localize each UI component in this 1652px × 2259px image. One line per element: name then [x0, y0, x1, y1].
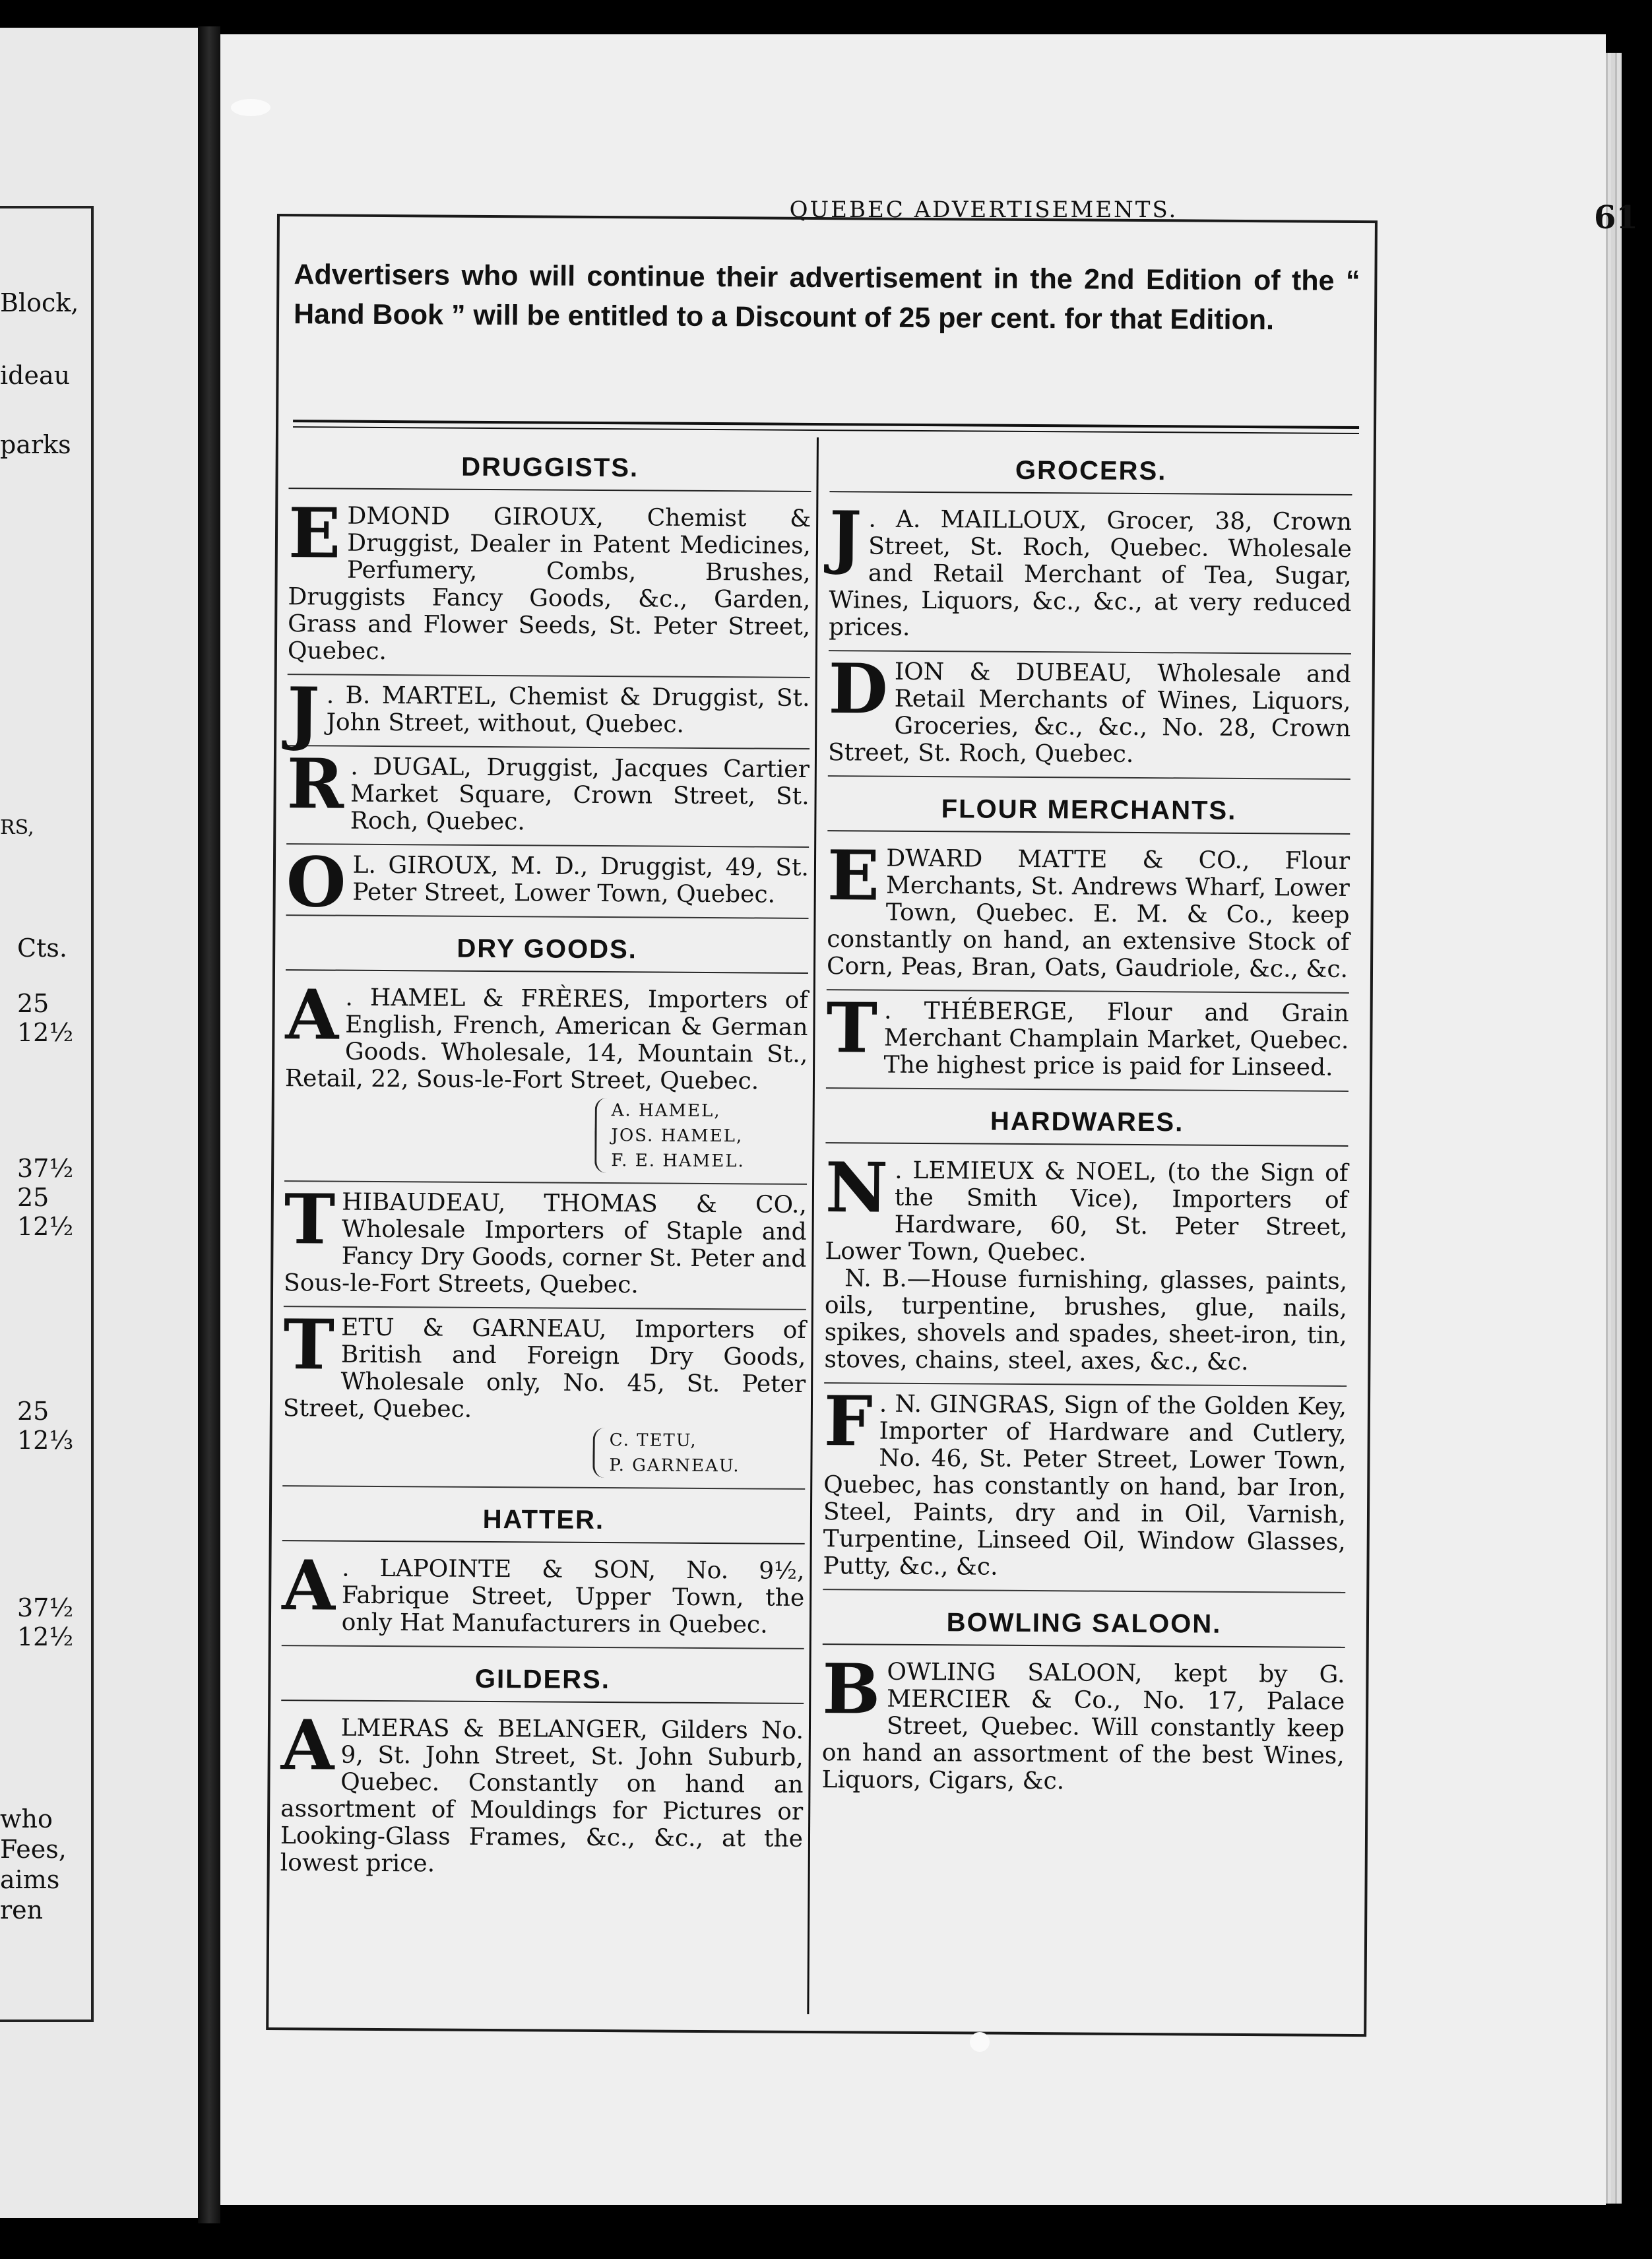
drop-cap: N: [825, 1147, 889, 1228]
advertisement: [827, 648, 1351, 780]
section-heading-gilders: GILDERS.: [281, 1663, 804, 1704]
drop-cap: E: [827, 835, 880, 916]
signatory: F. E. HAMEL.: [611, 1151, 745, 1172]
value: 25: [17, 1183, 49, 1212]
value: 12⅓: [17, 1426, 74, 1455]
drop-cap: F: [823, 1380, 874, 1462]
fragment: Fees,: [0, 1835, 67, 1864]
advertisement: [280, 1704, 804, 1889]
column-label: Cts.: [17, 934, 67, 963]
value: 12½: [17, 1212, 74, 1241]
right-column: [821, 437, 1352, 1806]
value: 37½: [17, 1154, 74, 1183]
drop-cap: R: [286, 743, 344, 825]
section-heading-dry-goods: DRY GOODS.: [286, 933, 808, 974]
ad-text: . A. MAILLOUX, Grocer, 38, Crown Street, St. Roch, Quebec. Wholesale and Retail Merchant of Tea, Sugar, Wines, Liquors, &c., &c., at very reduced prices.: [829, 505, 1352, 641]
value: 25: [17, 1397, 49, 1426]
ad-text: LMERAS & BELANGER, Gilders No. 9, St. John Street, St. John Suburb, Quebec. Constantly on hand an assortment of Mouldings for Pictures or Looking-Glass Frames, &c., &c., at the lowest price.: [280, 1714, 804, 1878]
ad-text: . HAMEL & FRÈRES, Importers of English, French, American & German Goods. Wholesale, 14, Mountain St., Retail, 22, Sous-le-Fort Street, Quebec.: [284, 984, 808, 1095]
ad-text: . LAPOINTE & SON, No. 9½, Fabrique Street, Upper Town, the only Hat Manufacturers in Quebec.: [341, 1554, 805, 1639]
book-gutter: [198, 26, 220, 2223]
scan-speck: [231, 99, 270, 116]
ad-text: DMOND GIROUX, Chemist & Druggist, Dealer in Patent Medicines, Perfumery, Combs, Brushes, Druggists Fancy Goods, &c., Garden, Grass and Flower Seeds, St. Peter Street, Quebec.: [287, 502, 811, 666]
ad-text: HIBAUDEAU, THOMAS & CO., Wholesale Importers of Staple and Fancy Dry Goods, corner St. Peter and Sous-le-Fort Streets, Quebec.: [283, 1188, 807, 1299]
value: 12½: [17, 1622, 74, 1651]
advertisement: [823, 1380, 1347, 1593]
ad-text: DWARD MATTE & CO., Flour Merchants, St. Andrews Wharf, Lower Town, Quebec. E. M. & Co., keep constantly on hand, an extensive Stock of Corn, Peas, Bran, Oats, Gaudriole, &c., &c.: [826, 844, 1350, 983]
advertisement: [284, 974, 808, 1185]
left-column: [280, 434, 811, 1889]
drop-cap: A: [285, 974, 339, 1056]
drop-cap: T: [283, 1304, 335, 1385]
value: 37½: [17, 1593, 74, 1622]
advertisement: [287, 492, 811, 678]
advertisement: [826, 835, 1350, 994]
fragment: Block,: [0, 288, 79, 317]
drop-cap: T: [284, 1178, 336, 1260]
advertisement-box: [266, 214, 1378, 2037]
ad-text: L. GIROUX, M. D., Druggist, 49, St. Peter Street, Lower Town, Quebec.: [352, 851, 810, 908]
page-number: 61: [1594, 199, 1638, 236]
section-heading-druggists: DRUGGISTS.: [288, 451, 811, 492]
ad-text: . B. MARTEL, Chemist & Druggist, St. John Street, without, Quebec.: [326, 682, 810, 738]
advertisement: [286, 841, 810, 923]
advertisement: [829, 495, 1352, 654]
advertisement: [821, 1648, 1345, 1806]
ad-text: ETU & GARNEAU, Importers of British and Foreign Dry Goods, Wholesale only, No. 45, St. Peter Street, Quebec.: [282, 1314, 806, 1423]
ad-text: . DUGAL, Druggist, Jacques Cartier Market Square, Crown Street, St. Roch, Quebec.: [350, 753, 810, 836]
fragment: RS,: [0, 816, 34, 839]
ad-text: . N. GINGRAS, Sign of the Golden Key, Importer of Hardware and Cutlery, No. 46, St. Peter Street, Lower Town, Quebec, has constantly on hand, bar Iron, Steel, Paints, dry and in Oil, Varnish, Turpentine, Linseed Oil, Window Glasses, Putty, &c., &c.: [823, 1390, 1347, 1581]
advertisement: [287, 672, 810, 753]
drop-cap: J: [829, 495, 862, 577]
facing-page-frame: [0, 206, 94, 2022]
drop-cap: D: [828, 648, 889, 730]
signatory: JOS. HAMEL,: [611, 1126, 744, 1147]
drop-cap: A: [281, 1544, 336, 1626]
signatories: [594, 1098, 808, 1174]
section-heading-bowling-saloon: BOWLING SALOON.: [823, 1607, 1345, 1648]
ad-text: OWLING SALOON, kept by G. MERCIER & Co., No. 17, Palace Street, Quebec. Will constantly keep on hand an assortment of the best Wines, Liquors, Cigars, &c.: [821, 1658, 1345, 1795]
ad-text: ION & DUBEAU, Wholesale and Retail Merchants of Wines, Liquors, Groceries, &c., &c., No. 28, Crown Street, St. Roch, Quebec.: [827, 658, 1351, 768]
drop-cap: T: [826, 987, 878, 1069]
drop-cap: A: [280, 1704, 334, 1786]
signatories: [592, 1428, 805, 1479]
advertisement: [282, 1304, 806, 1490]
drop-cap: O: [286, 841, 346, 923]
fragment: aims: [0, 1865, 60, 1894]
advertisement: [281, 1544, 805, 1649]
signatory: P. GARNEAU.: [609, 1455, 740, 1477]
fragment: ideau: [0, 361, 71, 390]
fragment: parks: [0, 430, 71, 459]
discount-notice: Advertisers who will continue their advertisement in the 2nd Edition of the “ Hand Book ” will be entitled to a Discount of 25 per cent. for that Edition.: [293, 259, 1360, 336]
section-heading-grocers: GROCERS.: [829, 455, 1352, 495]
running-head: QUEBEC ADVERTISEMENTS.: [789, 197, 1178, 223]
drop-cap: E: [288, 492, 341, 574]
ad-text: . LEMIEUX & NOEL, (to the Sign of the Smith Vice), Importers of Hardware, 60, St. Peter Street, Lower Town, Quebec.: [825, 1157, 1349, 1267]
advertisement: [824, 1147, 1349, 1387]
ad-text: . THÉBERGE, Flour and Grain Merchant Champlain Market, Quebec. The highest price is paid for Linseed.: [883, 997, 1349, 1081]
section-heading-hatter: HATTER.: [282, 1504, 805, 1544]
fragment: ren: [0, 1895, 44, 1925]
advertisement: [286, 743, 810, 848]
signatory: C. TETU,: [609, 1430, 697, 1451]
fragment: who: [0, 1804, 53, 1833]
drop-cap: J: [287, 672, 320, 753]
scan-speck: [970, 2032, 990, 2052]
value: 12½: [17, 1018, 74, 1047]
advertisement: [826, 987, 1349, 1092]
ad-note: N. B.—House furnishing, glasses, paints, oils, turpentine, brushes, glue, nails, spikes, shovels and spades, sheet-iron, tin, stoves, chains, steel, axes, &c., &c.: [824, 1265, 1348, 1376]
section-heading-hardwares: HARDWARES.: [825, 1106, 1348, 1147]
section-heading-flour-merchants: FLOUR MERCHANTS.: [827, 794, 1350, 835]
value: 25: [17, 989, 49, 1018]
signatory: A. HAMEL,: [611, 1100, 721, 1122]
advertisement: [283, 1178, 807, 1310]
drop-cap: B: [821, 1648, 881, 1730]
page: [220, 34, 1638, 2205]
